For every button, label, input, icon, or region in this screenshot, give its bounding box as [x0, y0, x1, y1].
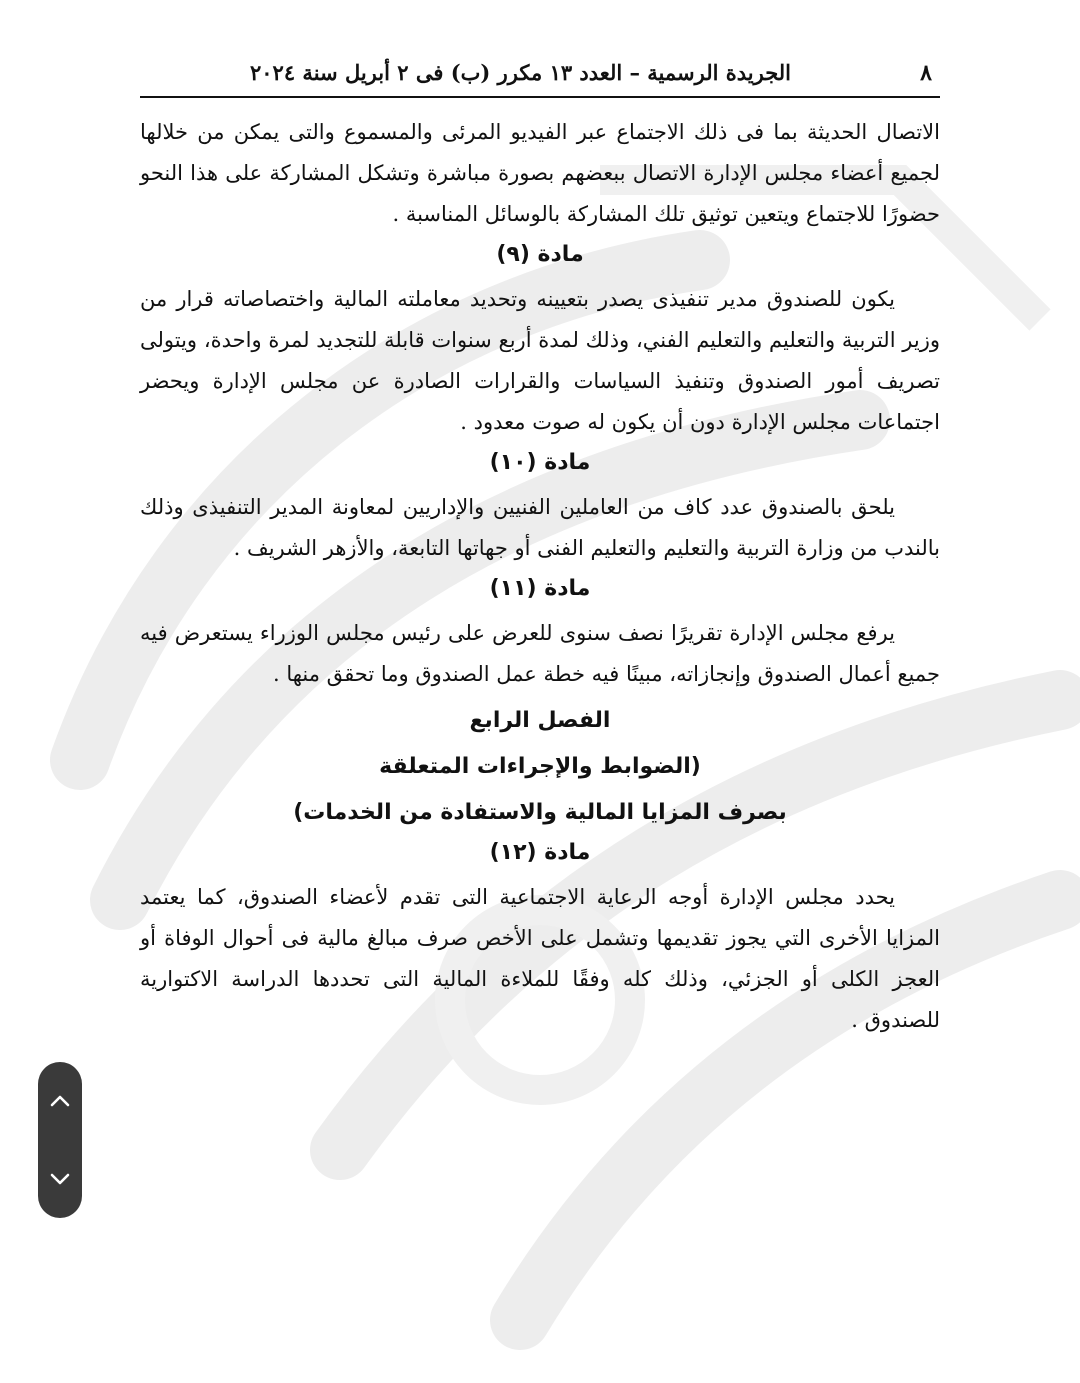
gazette-header-title: الجريدة الرسمية – العدد ١٣ مكرر (ب) فى ٢ أبريل سنة ٢٠٢٤ [250, 60, 792, 85]
chevron-up-icon [49, 1094, 71, 1108]
chapter-heading-1: الفصل الرابع [469, 708, 611, 733]
chapter-heading-3: بصرف المزايا المالية والاستفادة من الخدمات) [293, 800, 787, 825]
paragraph-4: يرفع مجلس الإدارة تقريرًا نصف سنوى للعرض على رئيس مجلس الوزراء يستعرض فيه جميع أعمال الصندوق وإنجازاته، مبينًا فيه خطة عمل الصندوق وما تحقق منها . [140, 621, 940, 686]
page-number: ٨ [920, 60, 932, 86]
article-heading-3: مادة (١١) [489, 576, 591, 601]
page-up-button[interactable] [38, 1071, 82, 1131]
paragraph-5: يحدد مجلس الإدارة أوجه الرعاية الاجتماعية التى تقدم لأعضاء الصندوق، كما يعتمد المزايا الأخرى التي يجوز تقديمها وتشمل على الأخص صرف مبالغ مالية فى أحوال الوفاة أو العجز الكلى أو الجزئي، وذلك كله وفقًا للملاءة المالية التى تحددها الدراسة الاكتوارية للصندوق . [140, 885, 940, 1032]
article-heading-4: مادة (١٢) [489, 840, 591, 865]
paragraph-3: يلحق بالصندوق عدد كاف من العاملين الفنيين والإداريين لمعاونة المدير التنفيذى وذلك بالندب من وزارة التربية والتعليم والتعليم الفنى أو جهاتها التابعة، والأزهر الشريف . [140, 495, 940, 560]
paragraph-2: يكون للصندوق مدير تنفيذى يصدر بتعيينه وتحديد معاملته المالية واختصاصاته قرار من وزير التربية والتعليم والتعليم الفني، وذلك لمدة أربع سنوات قابلة للتجديد لمرة واحدة، ويتولى تصريف أمور الصندوق وتنفيذ السياسات والقرارات الصادرة عن مجلس الإدارة ويحضر اجتماعات مجلس الإدارة دون أن يكون له صوت معدود . [140, 287, 940, 434]
page-header [140, 50, 940, 98]
document-body [140, 112, 940, 1041]
chapter-heading-2: (الضوابط والإجراءات المتعلقة [379, 754, 701, 779]
paragraph-1: الاتصال الحديثة بما فى ذلك الاجتماع عبر الفيديو المرئى والمسموع والتى يمكن من خلالها لجميع أعضاء مجلس الإدارة الاتصال ببعضهم بصورة مباشرة وتشكل المشاركة على هذا النحو حضورًا للاجتماع ويتعين توثيق تلك المشاركة بالوسائل المناسبة . [140, 120, 940, 226]
chevron-down-icon [49, 1172, 71, 1186]
page-down-button[interactable] [38, 1149, 82, 1209]
document-page [140, 50, 940, 1041]
article-heading-2: مادة (١٠) [489, 450, 591, 475]
page-navigation [38, 1062, 82, 1218]
article-heading-1: مادة (٩) [496, 242, 584, 267]
